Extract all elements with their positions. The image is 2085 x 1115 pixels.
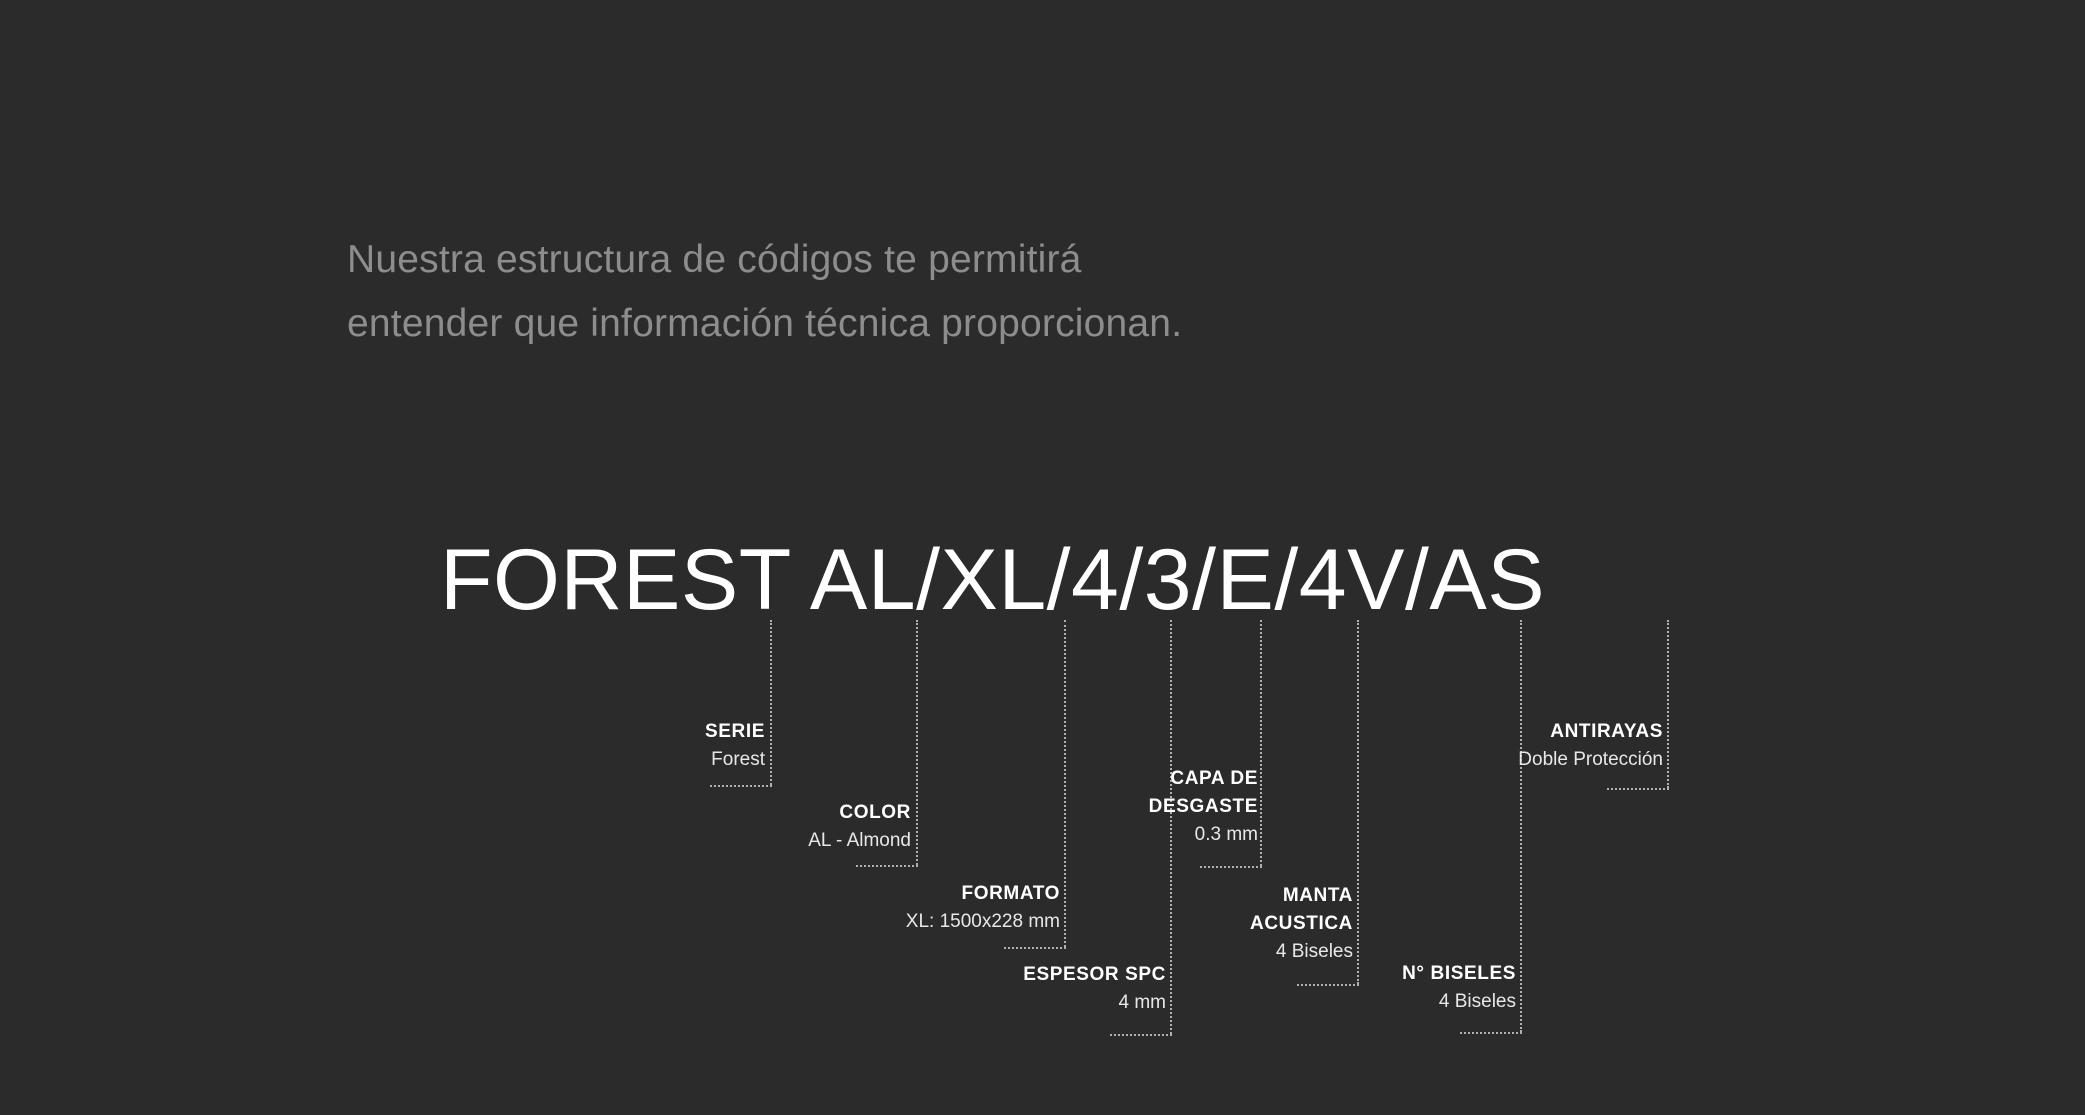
callout-color-value: AL - Almond (808, 830, 911, 851)
callout-manta-title-line2: ACUSTICA (1250, 913, 1353, 934)
leader-line-capa (1260, 620, 1262, 866)
callout-antirayas-value: Doble Protección (1518, 749, 1663, 770)
leader-foot-antirayas (1607, 788, 1669, 790)
leader-line-serie (770, 620, 772, 785)
leader-foot-serie (710, 785, 772, 787)
callout-capa-value: 0.3 mm (1194, 824, 1258, 845)
callout-manta-title-line1: MANTA (1282, 885, 1353, 906)
callout-manta (1000, 882, 1353, 966)
callout-espesor-title: ESPESOR SPC (1023, 964, 1166, 985)
leader-foot-biseles (1460, 1032, 1522, 1034)
intro-paragraph: Nuestra estructura de códigos te permitirá entender que información técnica proporcionan. (347, 238, 1183, 345)
callout-capa (900, 765, 1258, 849)
callout-color-title: COLOR (839, 802, 911, 823)
callout-biseles (1160, 960, 1516, 1016)
leader-foot-capa (1200, 866, 1262, 868)
leader-foot-color (856, 865, 918, 867)
callout-biseles-title: N° BISELES (1402, 963, 1516, 984)
callout-manta-value: 4 Biseles (1275, 941, 1353, 962)
callout-capa-title-line2: DESGASTE (1148, 796, 1258, 817)
callout-serie-title: SERIE (704, 721, 765, 742)
leader-line-manta (1357, 620, 1359, 984)
callout-color (540, 799, 911, 855)
callout-formato-value: XL: 1500x228 mm (905, 911, 1060, 932)
callout-formato-title: FORMATO (961, 883, 1060, 904)
leader-foot-espesor (1110, 1034, 1172, 1036)
callout-antirayas-title: ANTIRAYAS (1550, 721, 1663, 742)
callout-serie (400, 718, 765, 774)
leader-line-biseles (1520, 620, 1522, 1032)
callout-serie-value: Forest (711, 749, 765, 770)
callout-espesor (800, 961, 1166, 1017)
callout-capa-title-line1: CAPA DE (1170, 768, 1258, 789)
callout-espesor-value: 4 mm (1118, 992, 1166, 1013)
product-code: FOREST AL/XL/4/3/E/4V/AS (440, 532, 1546, 628)
callout-antirayas (1300, 718, 1663, 774)
leader-line-antirayas (1667, 620, 1669, 788)
callout-biseles-value: 4 Biseles (1438, 991, 1516, 1012)
